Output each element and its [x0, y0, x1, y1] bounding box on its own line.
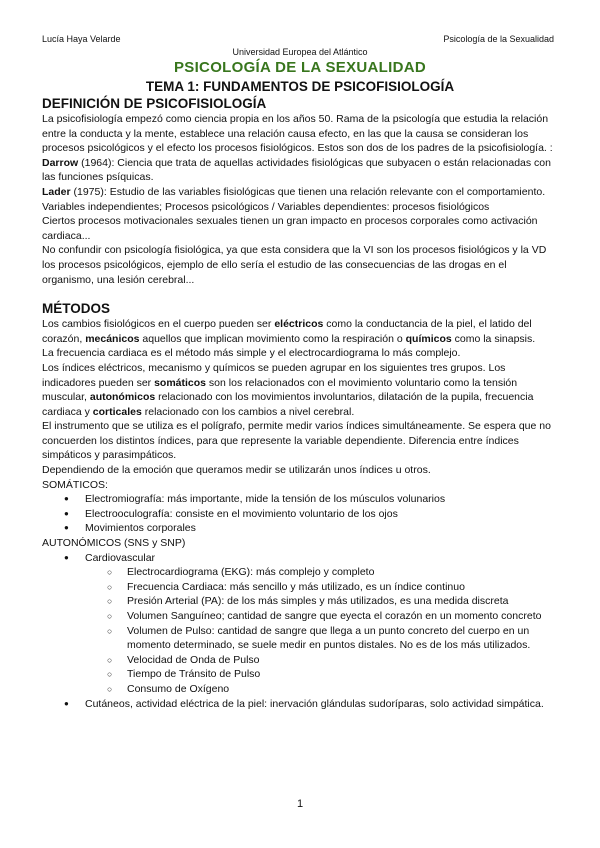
page-number: 1	[296, 798, 304, 810]
document-body	[42, 95, 558, 711]
metodos-paragraph-2: La frecuencia cardiaca es el método más simple y el electrocardiograma lo más complejo.	[42, 347, 461, 360]
lader-text: (1975): Estudio de las variables fisiológicas que tienen una relación relevante con el comportamiento.	[70, 185, 546, 198]
variables-text: Variables independientes; Procesos psicológicos / Variables dependientes: procesos fisiológicos	[42, 200, 490, 213]
metodos-paragraph-5: Dependiendo de la emoción que queramos medir se utilizarán unos índices u otros.	[42, 464, 431, 477]
definicion-intro: La psicofisiología empezó como ciencia propia en los años 50. Rama de la psicología que estudia la relación entre la conducta y la mente, establece una relación causa efecto, en las que la causa se consideran los procesos psicológicos y el efecto los procesos fisiológicos. Estos son dos de los padres de la psicofisiología. :	[42, 113, 553, 155]
darrow-definition	[42, 156, 558, 185]
list-item: ● Electrooculografía: consiste en el movimiento voluntario de los ojos	[42, 507, 558, 522]
p3-text-c: son los relacionados con el movimiento voluntario como la tensión muscular,	[42, 376, 518, 404]
cardiovascular-list	[42, 565, 558, 696]
list-item: ○ Velocidad de Onda de Pulso	[42, 653, 558, 668]
list-item: ● Electromiografía: más importante, mide la tensión de los músculos volunarios	[42, 492, 558, 507]
metodos-paragraph-3	[42, 361, 558, 419]
list-item: ○ Volumen de Pulso: cantidad de sangre que llega a un punto concreto del cuerpo en un momento determinado, se suele medir en puntos distales. No es de los más utilizados.	[42, 624, 558, 653]
list-item: ○ Tiempo de Tránsito de Pulso	[42, 667, 558, 682]
autonomicos-label: AUTONÓMICOS (SNS y SNP)	[42, 537, 186, 550]
somaticos-list	[42, 492, 558, 536]
list-item: ○ Electrocardiograma (EKG): más complejo y completo	[42, 565, 558, 580]
autonomicos-list	[42, 551, 558, 566]
document-subtitle: TEMA 1: FUNDAMENTOS DE PSICOFISIOLOGÍA	[145, 79, 455, 94]
cutaneos-list	[42, 697, 558, 712]
section-heading-definicion: DEFINICIÓN DE PSICOFISIOLOGÍA	[42, 96, 267, 111]
metodos-paragraph-1	[42, 317, 558, 346]
header-course: Psicología de la Sexualidad	[443, 34, 554, 44]
p3-text-a: Los índices eléctricos, mecanismo y químicos se pueden agrupar en los siguientes tres grupos. Los indicadores pueden ser	[42, 361, 506, 389]
p3-bold-somaticos: somáticos	[154, 376, 207, 389]
p3-text-g: relacionado con los cambios a nivel cerebral.	[141, 405, 355, 418]
p1-text-e: aquellos que implican movimiento como la respiración o	[139, 332, 406, 345]
metodos-paragraph-4: El instrumento que se utiliza es el polígrafo, permite medir varios índices simultáneamente. Se espera que no concuerden los distintos índices, para que represente la variable dependiente. Diferencia entre índices simpáticos y parasimpáticos.	[42, 420, 551, 462]
p1-bold-quimicos: químicos	[405, 332, 452, 345]
list-item: ○ Frecuencia Cardiaca: más sencillo y más utilizado, es un índice continuo	[42, 580, 558, 595]
p1-text-c: como la conductancia de la piel, el latido del corazón,	[42, 318, 532, 345]
p1-text-a: Los cambios fisiológicos en el cuerpo pueden ser	[42, 318, 275, 331]
p1-bold-electricos: eléctricos	[274, 318, 324, 331]
somaticos-label: SOMÁTICOS:	[42, 478, 108, 491]
p1-bold-mecanicos: mecánicos	[85, 332, 140, 345]
lader-name: Lader	[42, 185, 71, 198]
cardiovascular-label: Cardiovascular	[85, 551, 156, 564]
list-item: ○ Volumen Sanguíneo; cantidad de sangre que eyecta el corazón en un momento concreto	[42, 609, 558, 624]
header-university: Universidad Europea del Atlántico	[232, 47, 368, 57]
p3-bold-corticales: corticales	[92, 405, 142, 418]
list-item-cutaneos: ● Cutáneos, actividad eléctrica de la piel: inervación glándulas sudoríparas, solo actividad simpática.	[42, 697, 558, 712]
list-item: ○ Presión Arterial (PA): de los más simples y más utilizados, es una medida discreta	[42, 594, 558, 609]
list-item-cardiovascular	[42, 551, 558, 566]
p3-bold-autonomicos: autonómicos	[89, 391, 156, 404]
darrow-text: (1964): Ciencia que trata de aquellas actividades fisiológicas que subyacen o están relacionadas con las funciones psíquicas.	[42, 156, 551, 184]
header-author: Lucía Haya Velarde	[42, 34, 121, 44]
list-item: ● Movimientos corporales	[42, 521, 558, 536]
p3-text-e: relacionado con los movimientos involuntarios, dilatación de la pupila, frecuencia cardiaca y	[42, 391, 534, 418]
list-item: ○ Consumo de Oxígeno	[42, 682, 558, 697]
confusion-text: No confundir con psicología fisiológica, ya que esta considera que la VI son los procesos fisiológicos y la VD los procesos psicológicos, ejemplo de ello sería el estudio de las consecuencias de las drogas en el organismo, una lesión cerebral...	[42, 244, 547, 286]
motivational-text: Ciertos procesos motivacionales sexuales tienen un gran impacto en procesos corporales como activación cardiaca...	[42, 215, 538, 242]
p1-text-g: como la sinapsis.	[451, 332, 536, 345]
lader-definition	[42, 185, 558, 200]
darrow-name: Darrow	[42, 156, 79, 169]
section-heading-metodos: MÉTODOS	[42, 301, 111, 317]
document-title: PSICOLOGÍA DE LA SEXUALIDAD	[173, 59, 426, 76]
